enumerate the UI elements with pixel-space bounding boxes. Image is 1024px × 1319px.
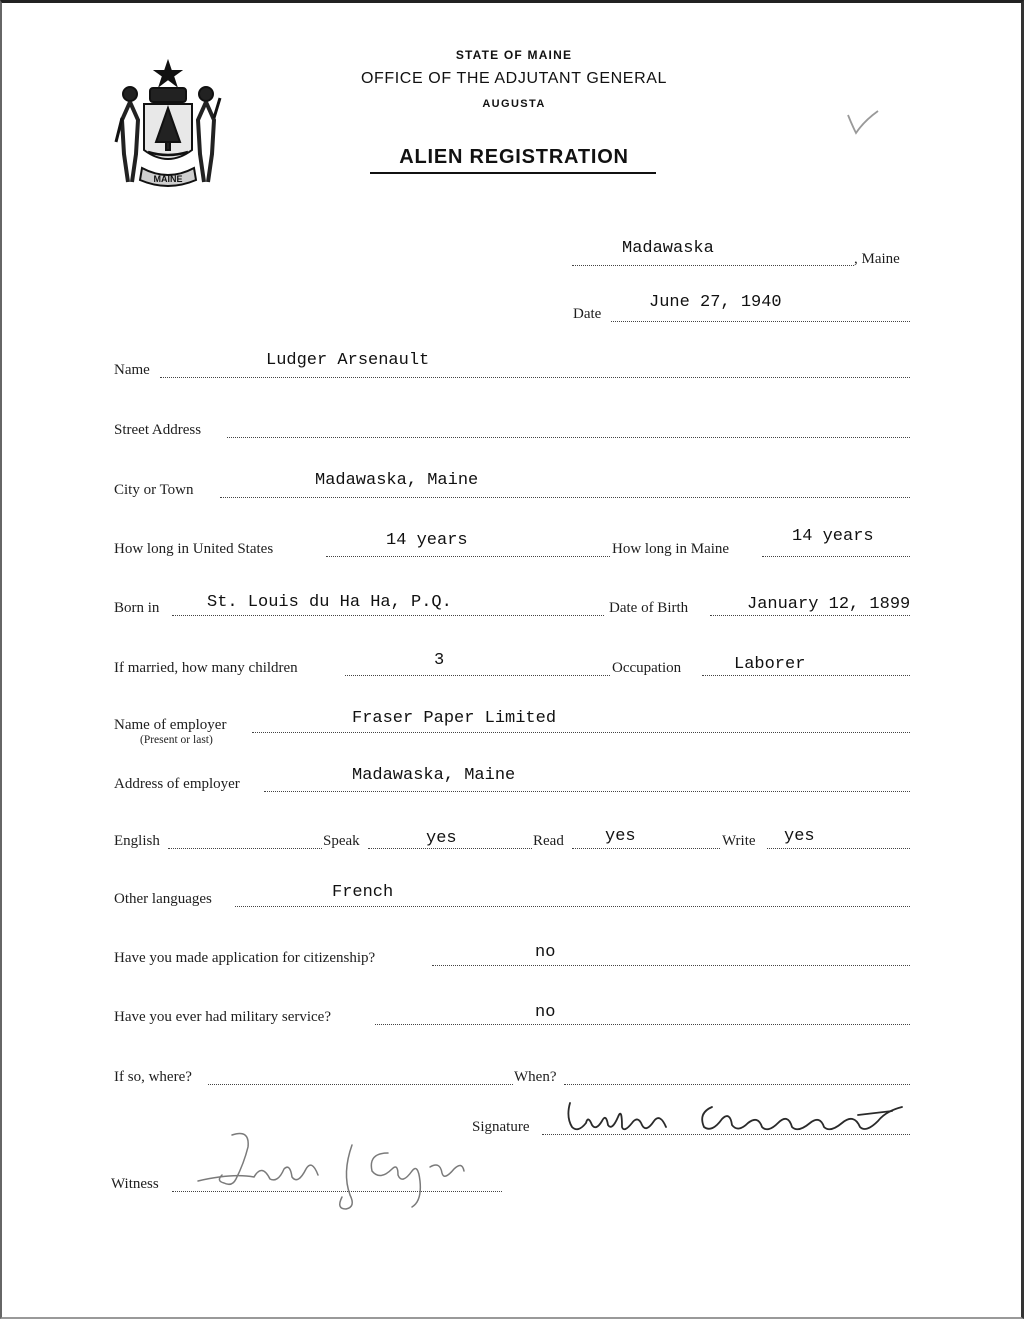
employer-address-value: Madawaska, Maine [352, 766, 516, 785]
place-value: Madawaska [622, 239, 714, 258]
citizenship-label: Have you made application for citizenship? [114, 950, 376, 966]
city-label: City or Town [114, 482, 194, 498]
when-label: When? [514, 1069, 557, 1085]
occupation-value: Laborer [734, 655, 806, 674]
employer-value: Fraser Paper Limited [352, 709, 557, 728]
header-office: OFFICE OF THE ADJUTANT GENERAL [360, 70, 668, 87]
city-line [220, 497, 910, 498]
city-value: Madawaska, Maine [315, 471, 479, 490]
english-line [168, 848, 322, 849]
name-label: Name [114, 362, 150, 378]
read-line [572, 848, 720, 849]
header-city: AUGUSTA [482, 98, 546, 110]
svg-text:MAINE: MAINE [153, 174, 183, 184]
born-in-value: St. Louis du Ha Ha, P.Q. [207, 593, 452, 612]
us-duration-value: 14 years [386, 531, 468, 550]
other-languages-label: Other languages [114, 891, 212, 907]
place-line [572, 265, 854, 266]
write-value: yes [784, 827, 815, 846]
employer-note: (Present or last) [140, 734, 213, 746]
employer-label: Name of employer [114, 717, 227, 733]
read-value: yes [605, 827, 636, 846]
title-underline [370, 172, 656, 174]
dob-label: Date of Birth [609, 600, 689, 616]
citizenship-value: no [535, 943, 556, 962]
other-languages-line [235, 906, 910, 907]
speak-line [368, 848, 532, 849]
date-value: June 27, 1940 [649, 293, 782, 312]
read-label: Read [533, 833, 564, 849]
name-value: Ludger Arsenault [266, 351, 430, 370]
witness-signature [192, 1123, 492, 1213]
children-value: 3 [434, 651, 445, 670]
street-label: Street Address [114, 422, 202, 438]
children-label: If married, how many children [114, 660, 298, 676]
us-duration-line [326, 556, 610, 557]
maine-duration-line [762, 556, 910, 557]
us-duration-label: How long in United States [114, 541, 274, 557]
check-mark-icon [842, 103, 882, 143]
speak-label: Speak [323, 833, 360, 849]
maine-duration-label: How long in Maine [612, 541, 730, 557]
date-line [611, 321, 910, 322]
employer-line [252, 732, 910, 733]
maine-duration-value: 14 years [792, 527, 874, 546]
children-line [345, 675, 610, 676]
occupation-line [702, 675, 910, 676]
where-line [208, 1084, 513, 1085]
other-languages-value: French [332, 883, 394, 902]
signature-label: Signature [472, 1119, 530, 1135]
handwritten-signature [562, 1093, 922, 1143]
english-label: English [114, 833, 160, 849]
write-line [767, 848, 910, 849]
name-line [160, 377, 910, 378]
maine-state-seal [112, 58, 224, 190]
when-line [564, 1084, 910, 1085]
born-in-label: Born in [114, 600, 160, 616]
citizenship-line [432, 965, 910, 966]
occupation-label: Occupation [612, 660, 682, 676]
write-label: Write [722, 833, 756, 849]
street-line [227, 437, 910, 438]
born-in-line [172, 615, 604, 616]
place-suffix: , Maine [854, 251, 900, 267]
speak-value: yes [426, 829, 457, 848]
dob-value: January 12, 1899 [747, 595, 911, 614]
where-label: If so, where? [114, 1069, 192, 1085]
form-title: ALIEN REGISTRATION [399, 146, 629, 168]
date-label: Date [573, 306, 602, 322]
military-label: Have you ever had military service? [114, 1009, 331, 1025]
military-line [375, 1024, 910, 1025]
dob-line [710, 615, 910, 616]
header-state: STATE OF MAINE [455, 48, 573, 62]
military-value: no [535, 1003, 556, 1022]
witness-label: Witness [111, 1176, 159, 1192]
employer-address-label: Address of employer [114, 776, 240, 792]
employer-address-line [264, 791, 910, 792]
